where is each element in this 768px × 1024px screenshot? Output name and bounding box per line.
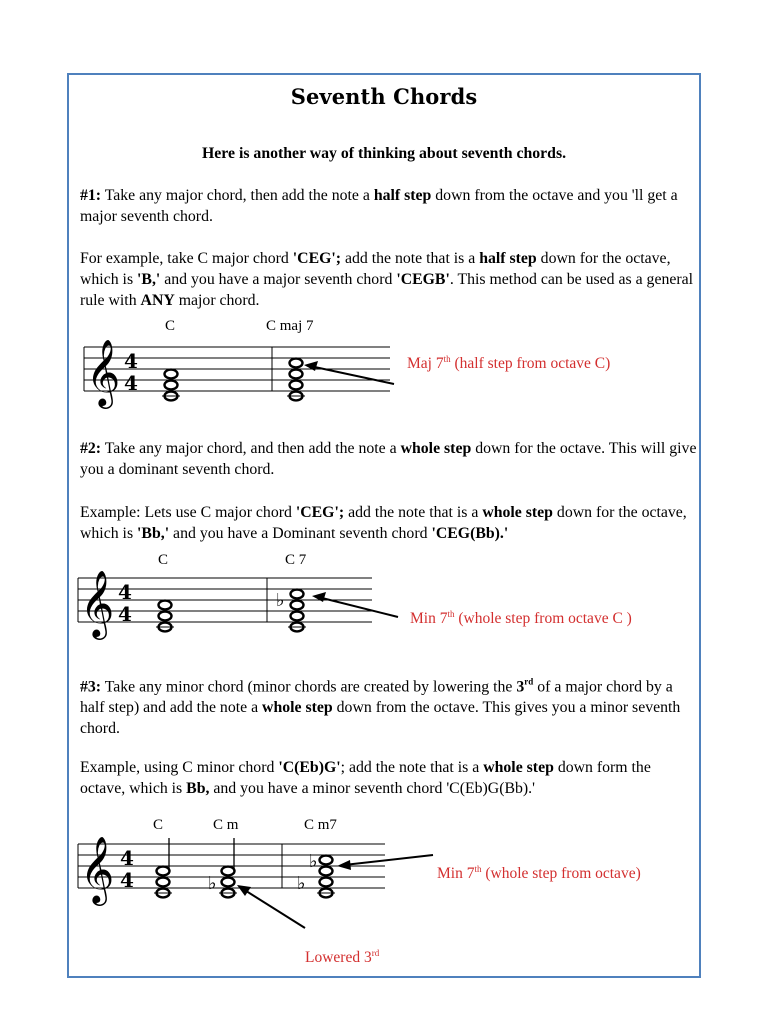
example-1-bold-c: 'B,': [137, 271, 161, 288]
example-1-bold-b: half step: [479, 250, 537, 267]
rule-3-bold-b: whole step: [262, 699, 333, 717]
rule-1-text-a: Take any major chord, then add the note a: [101, 187, 374, 204]
time-signature-top: 4: [124, 349, 138, 373]
arrow-to-lowered-third: [237, 885, 305, 928]
annotation-lowered-third-sup: rd: [371, 948, 380, 958]
example-1-text-b: add the note that is a: [341, 250, 480, 267]
rule-1-text-b: down from the octave and you 'll get a major seventh chord.: [80, 187, 678, 225]
flat-icon: ♭: [297, 873, 306, 894]
example-1-paragraph: [80, 248, 698, 311]
flat-icon: ♭: [276, 590, 285, 611]
arrow-to-maj7: [304, 361, 394, 384]
rule-3-bold-a: 3: [516, 678, 525, 696]
staff-2-chord-c: C: [158, 552, 169, 568]
example-3-text-b: ; add the note that is a: [340, 759, 484, 776]
chord-c-notes: [162, 370, 180, 401]
example-2-text-b: add the note that is a: [344, 504, 483, 521]
staff-3-chord-cm7: C m7: [304, 817, 337, 833]
annotation-min7-c-rest: (whole step from octave C ): [454, 610, 632, 628]
annotation-min7-octave-text: Min 7: [437, 865, 475, 883]
example-1-bold-a: 'CEG';: [292, 250, 342, 267]
rule-3-number: #3:: [80, 678, 102, 696]
example-2-bold-b: whole step: [482, 504, 553, 521]
staff-2-chord-c7: C 7: [285, 552, 307, 568]
example-2-text-d: and you have a Dominant seventh chord: [169, 525, 432, 542]
staff-1: [0, 310, 768, 410]
rule-1-bold-a: half step: [373, 187, 432, 204]
annotation-lowered-third: [305, 948, 379, 967]
example-3-text-d: and you have a minor seventh chord 'C(Eb)G(Bb).': [209, 780, 535, 797]
treble-clef-icon: 𝄞: [80, 569, 115, 637]
annotation-maj7-text: Maj 7: [407, 355, 444, 373]
flat-icon: ♭: [309, 851, 318, 872]
time-signature-top: 4: [120, 846, 134, 870]
rule-3-bold-sup: rd: [524, 677, 534, 687]
staff-2: [0, 545, 768, 645]
annotation-min7-octave-rest: (whole step from octave): [481, 865, 641, 883]
example-3-bold-b: whole step: [483, 759, 554, 776]
example-3-bold-c: Bb,: [186, 780, 210, 797]
rule-3-text-b: of a major chord by a half step) and add the note a: [80, 678, 673, 717]
rule-1-number: #1:: [80, 187, 102, 204]
staff-3: [0, 810, 768, 930]
rule-3-text-c: down from the octave. This gives you a minor seventh chord.: [80, 699, 681, 738]
annotation-min7-octave-sup: th: [474, 864, 482, 874]
example-1-text-e: . This method can be used as a general rule with: [80, 271, 694, 309]
staff-3-chord-cm: C m: [213, 817, 239, 833]
example-1-text-a: For example, take C major chord: [80, 250, 293, 267]
rule-2-paragraph: [80, 438, 698, 480]
example-1-bold-d: 'CEGB': [396, 271, 450, 288]
example-3-text-c: down form the octave, which is: [80, 759, 651, 797]
example-2-text-c: down for the octave, which is: [80, 504, 687, 542]
annotation-maj7-rest: (half step from octave C): [450, 355, 611, 373]
example-2-bold-d: 'CEG(Bb).': [431, 525, 509, 542]
annotation-min7-c: [410, 609, 632, 628]
rule-2-number: #2:: [80, 440, 102, 457]
annotation-lowered-third-text: Lowered 3: [305, 949, 372, 967]
flat-icon: ♭: [208, 873, 217, 894]
example-1-text-d: and you have a major seventh chord: [160, 271, 397, 288]
example-1-bold-e: ANY: [140, 292, 175, 309]
example-3-bold-a: 'C(Eb)G': [278, 759, 341, 776]
time-signature-bottom: 4: [118, 602, 132, 626]
example-2-paragraph: [80, 502, 698, 544]
rule-2-bold-a: whole step: [400, 440, 472, 457]
treble-clef-icon: 𝄞: [80, 835, 115, 903]
annotation-maj7-sup: th: [443, 354, 451, 364]
annotation-min7-octave: [437, 864, 641, 883]
time-signature-bottom: 4: [120, 868, 134, 892]
rule-1-paragraph: [80, 185, 698, 227]
arrow-to-min7: [312, 592, 398, 617]
staff-1-chord-c: C: [165, 318, 176, 334]
rule-3-paragraph: [80, 672, 698, 739]
example-3-paragraph: [80, 757, 698, 799]
intro-line: Here is another way of thinking about seventh chords.: [201, 145, 567, 162]
example-3-text-a: Example, using C minor chord: [80, 759, 279, 776]
annotation-min7-c-sup: th: [447, 609, 455, 619]
time-signature-bottom: 4: [124, 371, 138, 395]
example-2-text-a: Example: Lets use C major chord: [80, 504, 296, 521]
staff-3-chord-c: C: [153, 817, 164, 833]
rule-3-text-a: Take any minor chord (minor chords are created by lowering the: [101, 678, 517, 696]
rule-2-text-a: Take any major chord, and then add the note a: [101, 440, 401, 457]
rule-2-text-b: down for the octave. This will give you a dominant seventh chord.: [80, 440, 697, 478]
annotation-maj7: [407, 354, 610, 373]
annotation-min7-c-text: Min 7: [410, 610, 448, 628]
time-signature-top: 4: [118, 580, 132, 604]
example-2-bold-a: 'CEG';: [295, 504, 345, 521]
chord-c-notes: [156, 601, 174, 632]
treble-clef-icon: 𝄞: [86, 338, 121, 406]
arrow-to-cm7: [337, 855, 433, 870]
example-1-text-c: down for the octave, which is: [80, 250, 671, 288]
example-1-text-f: major chord.: [174, 292, 260, 309]
example-2-bold-c: 'Bb,': [137, 525, 170, 542]
page-title: Seventh Chords: [290, 84, 478, 109]
staff-1-chord-cmaj7: C maj 7: [266, 318, 314, 334]
